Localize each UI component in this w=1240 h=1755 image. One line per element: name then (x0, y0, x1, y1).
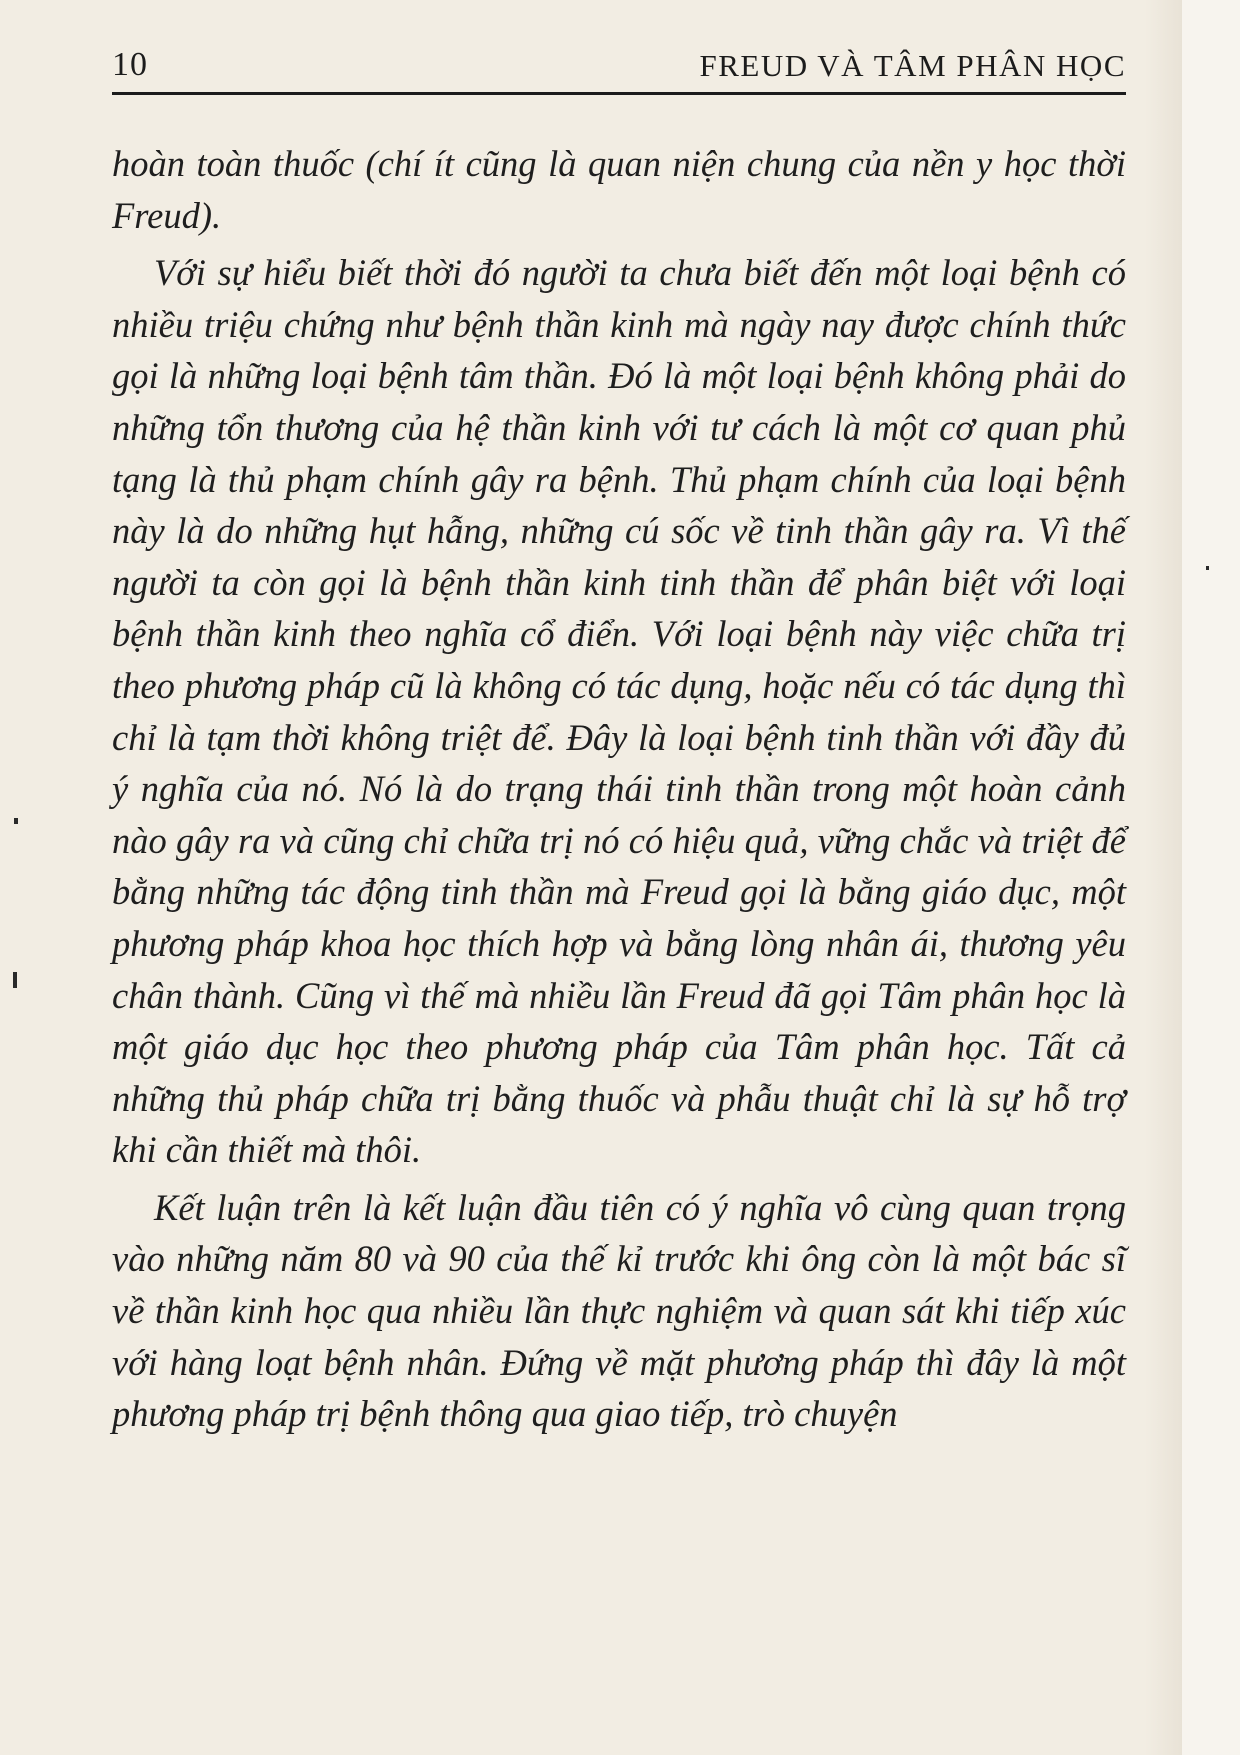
paragraph-continued: hoàn toàn thuốc (chí ít cũng là quan niện chung của nền y học thời Freud). (112, 143, 1126, 236)
page-edge (1182, 0, 1240, 1755)
paragraph: Kết luận trên là kết luận đầu tiên có ý nghĩa vô cùng quan trọng vào những năm 80 và 90 của thế kỉ trước khi ông còn là một bác sĩ về thần kinh học qua nhiều lần thực nghiệm và quan sát khi tiếp xúc với hàng loạt bệnh nhân. Đứng về mặt phương pháp thì đây là một phương pháp trị bệnh thông qua giao tiếp, trò chuyện (112, 1186, 1126, 1435)
scan-speck (14, 818, 18, 824)
page-number: 10 (112, 46, 148, 83)
scan-speck (13, 972, 17, 988)
paragraph: Với sự hiểu biết thời đó người ta chưa biết đến một loại bệnh có nhiều triệu chứng như bệnh thần kinh mà ngày nay được chính thức gọi là những loại bệnh tâm thần. Đó là một loại bệnh không phải do những tổn thương của hệ thần kinh với tư cách là một cơ quan phủ tạng là thủ phạm chính gây ra bệnh. Thủ phạm chính của loại bệnh này là do những hụt hẫng, những cú sốc về tinh thần gây ra. Vì thế người ta còn gọi là bệnh thần kinh tinh thần để phân biệt với loại bệnh thần kinh theo nghĩa cổ điển. Với loại bệnh này việc chữa trị theo phương pháp cũ là không có tác dụng, hoặc nếu có tác dụng thì chỉ là tạm thời không triệt để. Đây là loại bệnh tinh thần với đầy đủ ý nghĩa của nó. Nó là do trạng thái tinh thần trong một hoàn cảnh nào gây ra và cũng chỉ chữa trị nó có hiệu quả, vững chắc và triệt để bằng những tác động tinh thần mà Freud gọi là bằng giáo dục, một phương pháp khoa học thích hợp và bằng lòng nhân ái, thương yêu chân thành. Cũng vì thế mà nhiều lần Freud đã gọi Tâm phân học là một giáo dục học theo phương pháp của Tâm phân học. Tất cả những thủ pháp chữa trị bằng thuốc và phẫu thuật chỉ là sự hỗ trợ khi cần thiết mà thôi. (112, 252, 1126, 1171)
running-title: FREUD VÀ TÂM PHÂN HỌC (699, 48, 1126, 83)
page-body (112, 138, 1126, 1440)
scan-speck (1206, 566, 1209, 570)
page-header (112, 42, 1126, 95)
